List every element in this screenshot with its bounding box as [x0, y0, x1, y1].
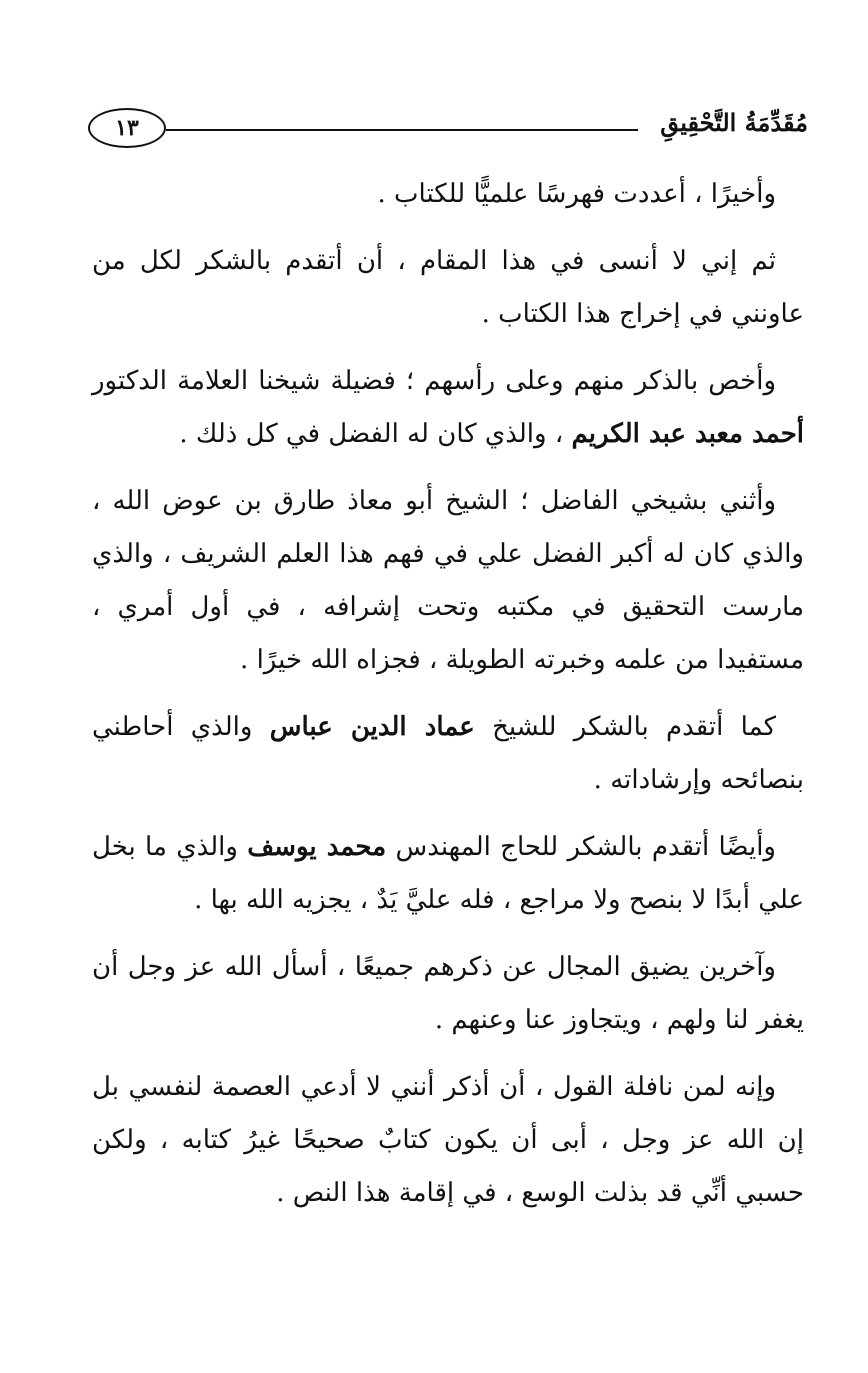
- paragraph-closing: وإنه لمن نافلة القول ، أن أذكر أنني لا أدعي العصمة لنفسي بل إن الله عز وجل ، أبى أن يكون كتابٌ صحيحًا غيرُ كتابه ، ولكن حسبي أنِّي قد بذلت الوسع ، في إقامة هذا النص .: [92, 1072, 804, 1208]
- paragraph-thanks-others: وآخرين يضيق المجال عن ذكرهم جميعًا ، أسأل الله عز وجل أن يغفر لنا ولهم ، ويتجاوز عنا وعنهم .: [92, 952, 804, 1035]
- body-text: [92, 168, 804, 1234]
- header-rule: [166, 129, 638, 131]
- paragraph-text: كما أتقدم بالشكر للشيخ: [474, 712, 777, 742]
- paragraph-text: وأيضًا أتقدم بالشكر للحاج المهندس: [386, 832, 776, 862]
- name-highlight: أحمد معبد عبد الكريم: [571, 419, 804, 449]
- paragraph-thanks-imad: [92, 701, 804, 807]
- name-highlight: محمد يوسف: [247, 832, 387, 862]
- paragraph-text: والذي أحاطني بنصائحه وإرشاداته .: [92, 712, 804, 795]
- paragraph-thanks-engineer: [92, 821, 804, 927]
- running-header: [88, 104, 808, 152]
- name-highlight: عماد الدين عباس: [269, 712, 475, 742]
- paragraph-text: والذي ما بخل علي أبدًا لا بنصح ولا مراجع ، فله عليَّ يَدٌ ، يجزيه الله بها .: [92, 832, 804, 915]
- paragraph-index-note: وأخيرًا ، أعددت فهرسًا علميًّا للكتاب .: [377, 179, 776, 209]
- paragraph-thanks-sheikh: وأثني بشيخي الفاضل ؛ الشيخ أبو معاذ طارق بن عوض الله ، والذي كان له أكبر الفضل علي في فهم هذا العلم الشريف ، والذي مارست التحقيق في مكتبه وتحت إشرافه ، في أول أمري ، مستفيدا من علمه وخبرته الطويلة ، فجزاه الله خيرًا .: [92, 486, 804, 675]
- running-title: مُقَدِّمَةُ التَّحْقِيقِ: [660, 108, 808, 137]
- paragraph-thanks-intro: ثم إني لا أنسى في هذا المقام ، أن أتقدم بالشكر لكل من عاونني في إخراج هذا الكتاب .: [92, 246, 804, 329]
- paragraph-thanks-teacher: [92, 355, 804, 461]
- paragraph-text: ، والذي كان له الفضل في كل ذلك .: [179, 419, 572, 449]
- paragraph-text: وأخص بالذكر منهم وعلى رأسهم ؛ فضيلة شيخنا العلامة الدكتور: [92, 366, 776, 396]
- page-number: [88, 108, 166, 148]
- page-number-text: ١٣: [115, 115, 139, 141]
